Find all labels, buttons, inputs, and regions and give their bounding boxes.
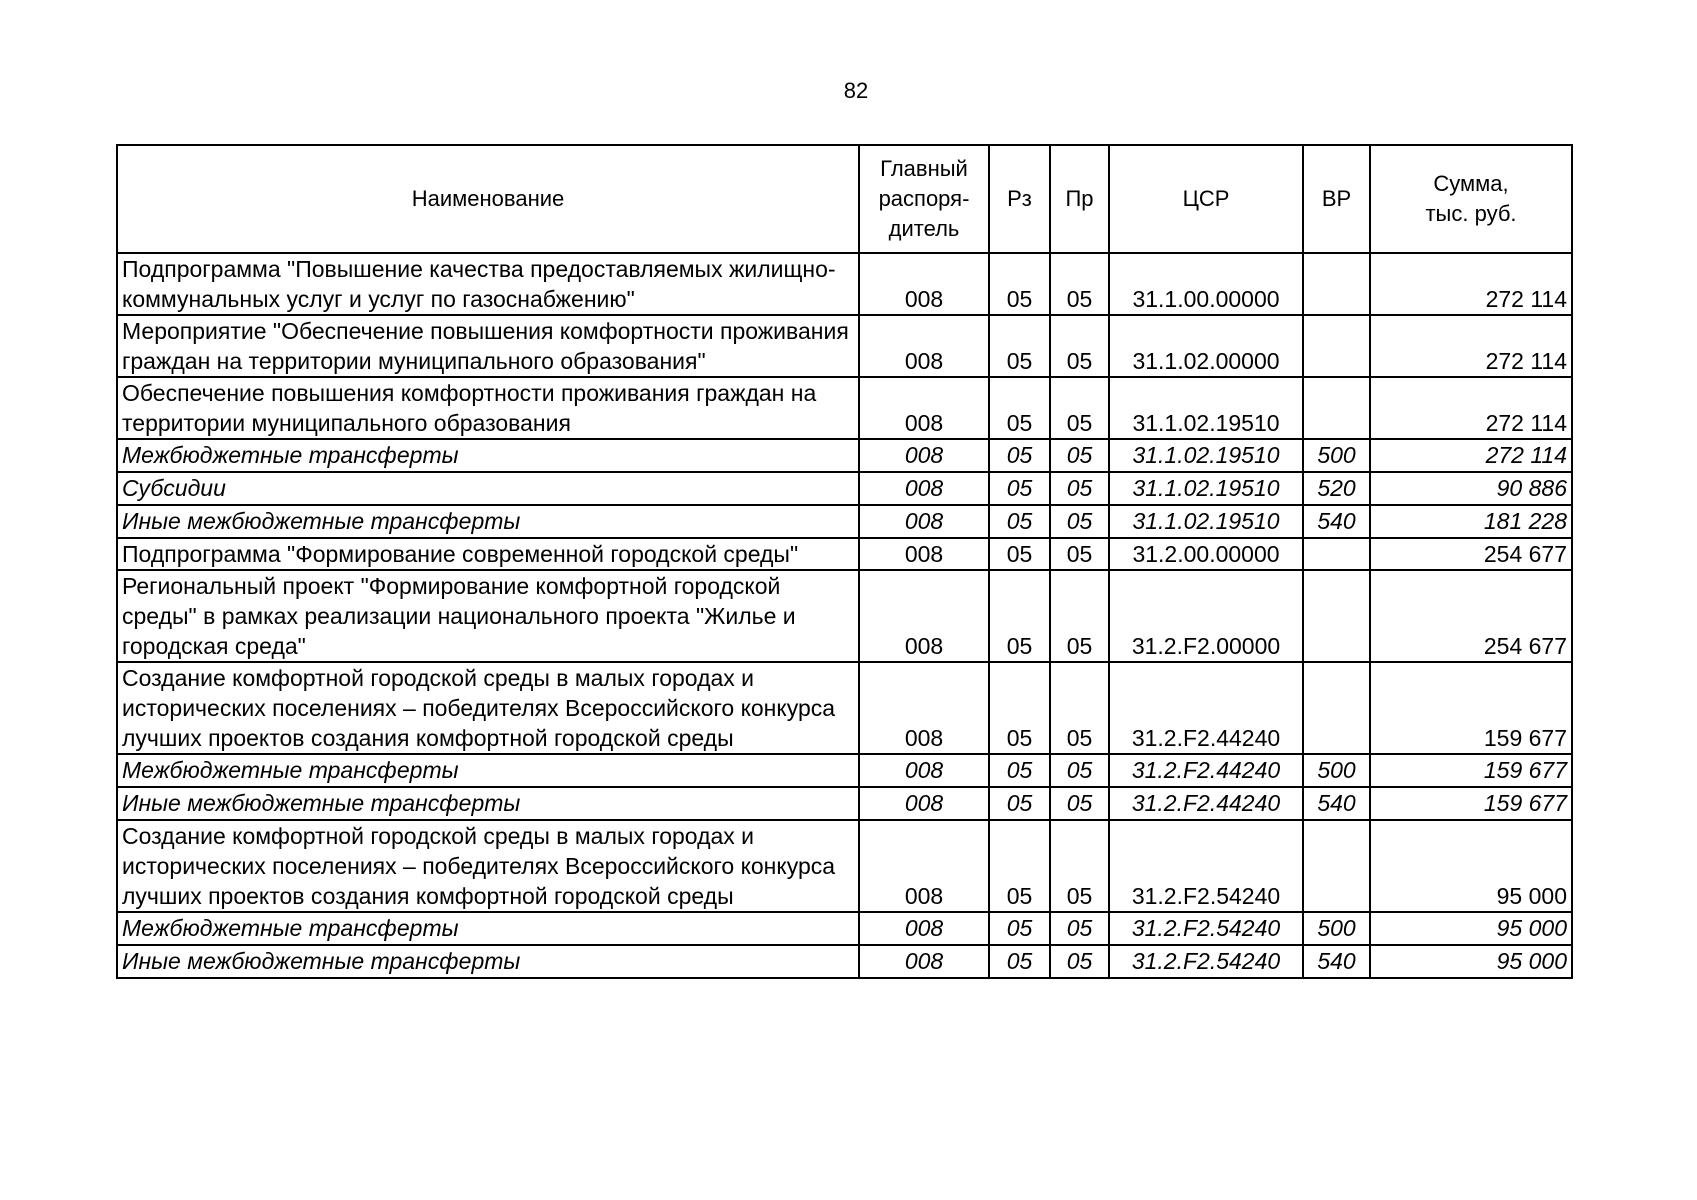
cell-sum: 159 677 [1370, 662, 1572, 754]
table-row [117, 315, 1572, 377]
cell-name: Подпрограмма "Формирование современной городской среды" [117, 538, 859, 570]
cell-pr: 05 [1050, 253, 1109, 315]
table-row [117, 439, 1572, 472]
cell-sum: 90 886 [1370, 472, 1572, 505]
cell-csr: 31.2.F2.44240 [1109, 662, 1303, 754]
cell-name: Иные межбюджетные трансферты [117, 945, 859, 978]
cell-name: Межбюджетные трансферты [117, 754, 859, 787]
cell-name: Межбюджетные трансферты [117, 912, 859, 945]
cell-rz: 05 [989, 820, 1050, 912]
header-csr: ЦСР [1109, 145, 1303, 253]
cell-csr: 31.2.F2.44240 [1109, 754, 1303, 787]
cell-pr: 05 [1050, 315, 1109, 377]
cell-rz: 05 [989, 472, 1050, 505]
table-row [117, 570, 1572, 662]
table-row [117, 472, 1572, 505]
cell-rz: 05 [989, 538, 1050, 570]
cell-vr [1303, 570, 1370, 662]
cell-rz: 05 [989, 945, 1050, 978]
cell-vr [1303, 662, 1370, 754]
cell-sum: 254 677 [1370, 570, 1572, 662]
cell-csr: 31.2.F2.54240 [1109, 912, 1303, 945]
cell-sum: 95 000 [1370, 820, 1572, 912]
header-name: Наименование [117, 145, 859, 253]
cell-vr: 500 [1303, 439, 1370, 472]
cell-csr: 31.2.F2.00000 [1109, 570, 1303, 662]
cell-vr: 500 [1303, 912, 1370, 945]
table-row [117, 662, 1572, 754]
cell-csr: 31.2.00.00000 [1109, 538, 1303, 570]
cell-vr: 540 [1303, 505, 1370, 538]
cell-vr [1303, 377, 1370, 439]
cell-csr: 31.1.02.00000 [1109, 315, 1303, 377]
cell-sum: 159 677 [1370, 754, 1572, 787]
cell-sum: 159 677 [1370, 787, 1572, 820]
cell-gr: 008 [859, 538, 989, 570]
cell-gr: 008 [859, 315, 989, 377]
cell-vr: 540 [1303, 787, 1370, 820]
header-sum [1370, 145, 1572, 253]
cell-gr: 008 [859, 787, 989, 820]
page-number: 82 [843, 78, 869, 103]
cell-name: Субсидии [117, 472, 859, 505]
header-sum-line-1: Сумма, [1433, 171, 1509, 196]
header-gr-line-1: Главный [880, 156, 968, 181]
table-row [117, 538, 1572, 570]
cell-pr: 05 [1050, 754, 1109, 787]
cell-gr: 008 [859, 945, 989, 978]
header-gr [859, 145, 989, 253]
cell-gr: 008 [859, 912, 989, 945]
cell-pr: 05 [1050, 472, 1109, 505]
header-sum-line-2: тыс. руб. [1425, 201, 1517, 226]
cell-pr: 05 [1050, 820, 1109, 912]
cell-name: Мероприятие "Обеспечение повышения комфортности проживания граждан на территории муниципального образования" [117, 315, 859, 377]
table-row [117, 912, 1572, 945]
cell-sum: 95 000 [1370, 912, 1572, 945]
cell-vr [1303, 253, 1370, 315]
table-row [117, 377, 1572, 439]
cell-sum: 254 677 [1370, 538, 1572, 570]
cell-vr: 500 [1303, 754, 1370, 787]
cell-pr: 05 [1050, 570, 1109, 662]
header-vr: ВР [1303, 145, 1370, 253]
cell-csr: 31.1.00.00000 [1109, 253, 1303, 315]
cell-name: Подпрограмма "Повышение качества предоставляемых жилищно-коммунальных услуг и услуг по газоснабжению" [117, 253, 859, 315]
cell-vr: 520 [1303, 472, 1370, 505]
cell-gr: 008 [859, 377, 989, 439]
cell-name: Создание комфортной городской среды в малых городах и исторических поселениях – победителях Всероссийского конкурса лучших проектов создания комфортной городской среды [117, 662, 859, 754]
table-row [117, 253, 1572, 315]
cell-gr: 008 [859, 570, 989, 662]
table-row [117, 945, 1572, 978]
cell-rz: 05 [989, 912, 1050, 945]
cell-pr: 05 [1050, 439, 1109, 472]
cell-name: Создание комфортной городской среды в малых городах и исторических поселениях – победителях Всероссийского конкурса лучших проектов создания комфортной городской среды [117, 820, 859, 912]
cell-pr: 05 [1050, 505, 1109, 538]
cell-pr: 05 [1050, 787, 1109, 820]
cell-rz: 05 [989, 377, 1050, 439]
cell-rz: 05 [989, 439, 1050, 472]
cell-sum: 272 114 [1370, 439, 1572, 472]
table-row [117, 787, 1572, 820]
cell-gr: 008 [859, 253, 989, 315]
cell-gr: 008 [859, 820, 989, 912]
cell-csr: 31.1.02.19510 [1109, 472, 1303, 505]
cell-csr: 31.1.02.19510 [1109, 377, 1303, 439]
cell-rz: 05 [989, 787, 1050, 820]
table-body [117, 253, 1572, 978]
cell-rz: 05 [989, 505, 1050, 538]
cell-rz: 05 [989, 570, 1050, 662]
cell-name: Межбюджетные трансферты [117, 439, 859, 472]
cell-csr: 31.2.F2.54240 [1109, 820, 1303, 912]
cell-rz: 05 [989, 315, 1050, 377]
table-row [117, 820, 1572, 912]
cell-vr [1303, 315, 1370, 377]
cell-pr: 05 [1050, 662, 1109, 754]
cell-name: Иные межбюджетные трансферты [117, 505, 859, 538]
cell-vr: 540 [1303, 945, 1370, 978]
cell-pr: 05 [1050, 912, 1109, 945]
cell-pr: 05 [1050, 945, 1109, 978]
cell-pr: 05 [1050, 538, 1109, 570]
cell-rz: 05 [989, 662, 1050, 754]
cell-rz: 05 [989, 253, 1050, 315]
cell-gr: 008 [859, 472, 989, 505]
header-pr: Пр [1050, 145, 1109, 253]
table-row [117, 505, 1572, 538]
cell-gr: 008 [859, 505, 989, 538]
cell-name: Иные межбюджетные трансферты [117, 787, 859, 820]
cell-rz: 05 [989, 754, 1050, 787]
cell-vr [1303, 538, 1370, 570]
cell-gr: 008 [859, 439, 989, 472]
cell-csr: 31.2.F2.54240 [1109, 945, 1303, 978]
cell-csr: 31.2.F2.44240 [1109, 787, 1303, 820]
header-rz: Рз [989, 145, 1050, 253]
cell-csr: 31.1.02.19510 [1109, 439, 1303, 472]
cell-name: Региональный проект "Формирование комфортной городской среды" в рамках реализации национального проекта "Жилье и городская среда" [117, 570, 859, 662]
cell-name: Обеспечение повышения комфортности проживания граждан на территории муниципального образования [117, 377, 859, 439]
cell-gr: 008 [859, 754, 989, 787]
cell-sum: 272 114 [1370, 253, 1572, 315]
cell-sum: 181 228 [1370, 505, 1572, 538]
header-gr-line-3: дитель [888, 216, 960, 241]
cell-sum: 272 114 [1370, 315, 1572, 377]
cell-sum: 95 000 [1370, 945, 1572, 978]
cell-vr [1303, 820, 1370, 912]
cell-gr: 008 [859, 662, 989, 754]
header-row [117, 145, 1572, 253]
budget-table [116, 144, 1573, 979]
table-row [117, 754, 1572, 787]
cell-csr: 31.1.02.19510 [1109, 505, 1303, 538]
cell-pr: 05 [1050, 377, 1109, 439]
cell-sum: 272 114 [1370, 377, 1572, 439]
header-gr-line-2: распоря- [878, 186, 970, 211]
